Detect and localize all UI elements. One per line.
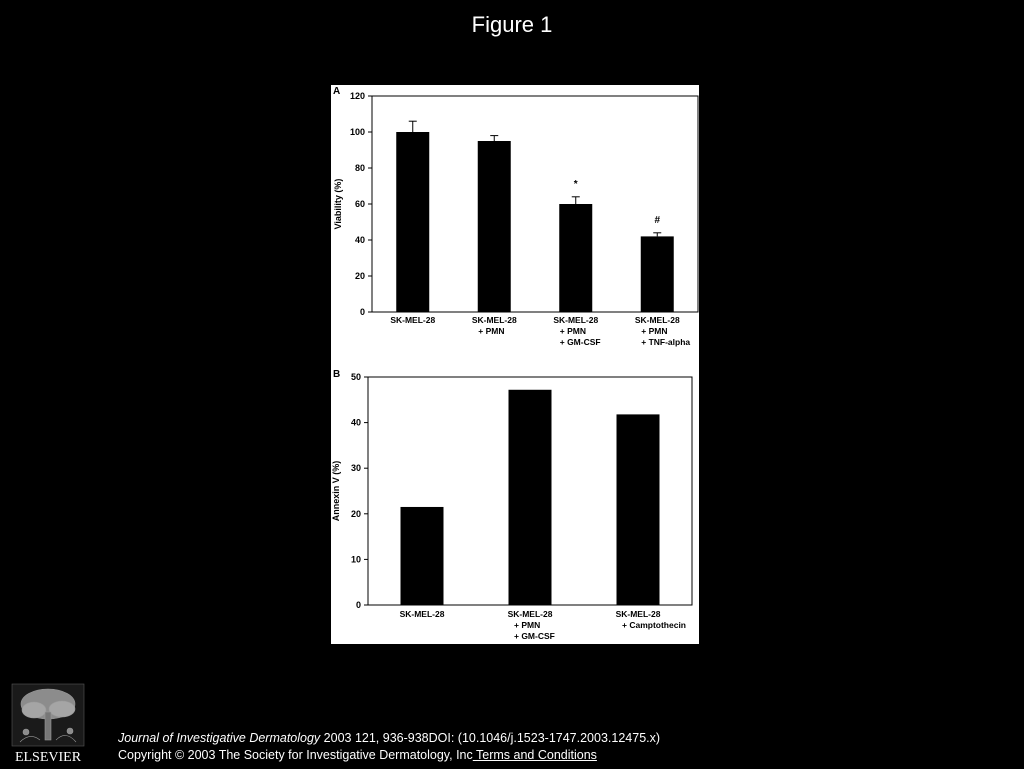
chart-a-y-tick-label: 20 [354,271,365,281]
chart-b-panel-label: B [333,369,341,380]
chart-b-category-label: SK-MEL-28 [615,609,661,619]
chart-a-bar [559,204,592,312]
chart-b-y-tick-label: 20 [350,508,361,519]
citation [118,730,660,764]
tree-icon [12,684,84,746]
chart-a-category-label: + TNF-alpha [641,337,691,347]
chart-a-y-tick-label: 40 [354,235,365,245]
chart-a-category-label: + PMN [478,326,505,336]
chart-a-significance-marker: # [654,214,661,226]
journal-name: Journal of Investigative Dermatology [118,731,321,745]
chart-b-y-tick-label: 40 [350,417,361,428]
chart-a-y-tick-label: 60 [354,199,365,209]
logo-wordmark: ELSEVIER [14,750,82,764]
citation-line-1 [118,730,660,747]
terms-link[interactable]: Terms and Conditions [472,748,597,762]
chart-b-y-tick-label: 50 [350,372,361,382]
chart-a-bar [396,132,429,312]
chart-a-bar [641,236,674,312]
figure-panel [331,85,699,644]
chart-a-category-label: SK-MEL-28 [634,315,680,325]
chart-b-bar [509,390,552,605]
chart-a-y-axis-title: Viability (%) [333,178,343,230]
chart-b-category-label: SK-MEL-28 [507,609,553,619]
chart-a-y-tick-label: 0 [359,307,365,317]
chart-b-category-label: + PMN [514,620,541,630]
chart-a-category-label: + PMN [559,326,586,336]
chart-a-y-tick-label: 80 [354,163,365,173]
chart-a-panel-label: A [333,86,341,97]
chart-b-y-tick-label: 30 [350,463,361,474]
chart-b-category-label: + Camptothecin [622,620,686,630]
chart-b-category-label: + GM-CSF [514,631,555,641]
chart-b-bar [401,507,444,605]
chart-a-bar [478,141,511,312]
slide-title: Figure 1 [471,12,553,37]
chart-a-category-label: SK-MEL-28 [390,315,436,325]
chart-a-category-label: SK-MEL-28 [471,315,517,325]
chart-a-y-tick-label: 120 [349,91,365,101]
figure-svg [331,85,699,644]
chart-b-bar [617,414,660,605]
citation-line-2 [118,747,660,764]
citation-details: 2003 121, 936-938DOI: (10.1046/j.1523-1747.2003.12475.x) [320,731,661,745]
chart-a-y-tick-label: 100 [349,127,365,137]
chart-b-category-label: SK-MEL-28 [399,609,445,619]
chart-b-y-axis-title: Annexin V (%) [331,460,341,522]
chart-a-category-label: + GM-CSF [559,337,601,347]
chart-a-category-label: SK-MEL-28 [553,315,599,325]
chart-a-category-label: + PMN [641,326,668,336]
elsevier-logo [10,682,86,764]
chart-b-y-tick-label: 10 [350,554,361,565]
chart-a-significance-marker: * [573,178,578,190]
copyright-text: Copyright © 2003 The Society for Investigative Dermatology, Inc [118,748,473,762]
chart-b-y-tick-label: 0 [355,600,361,610]
